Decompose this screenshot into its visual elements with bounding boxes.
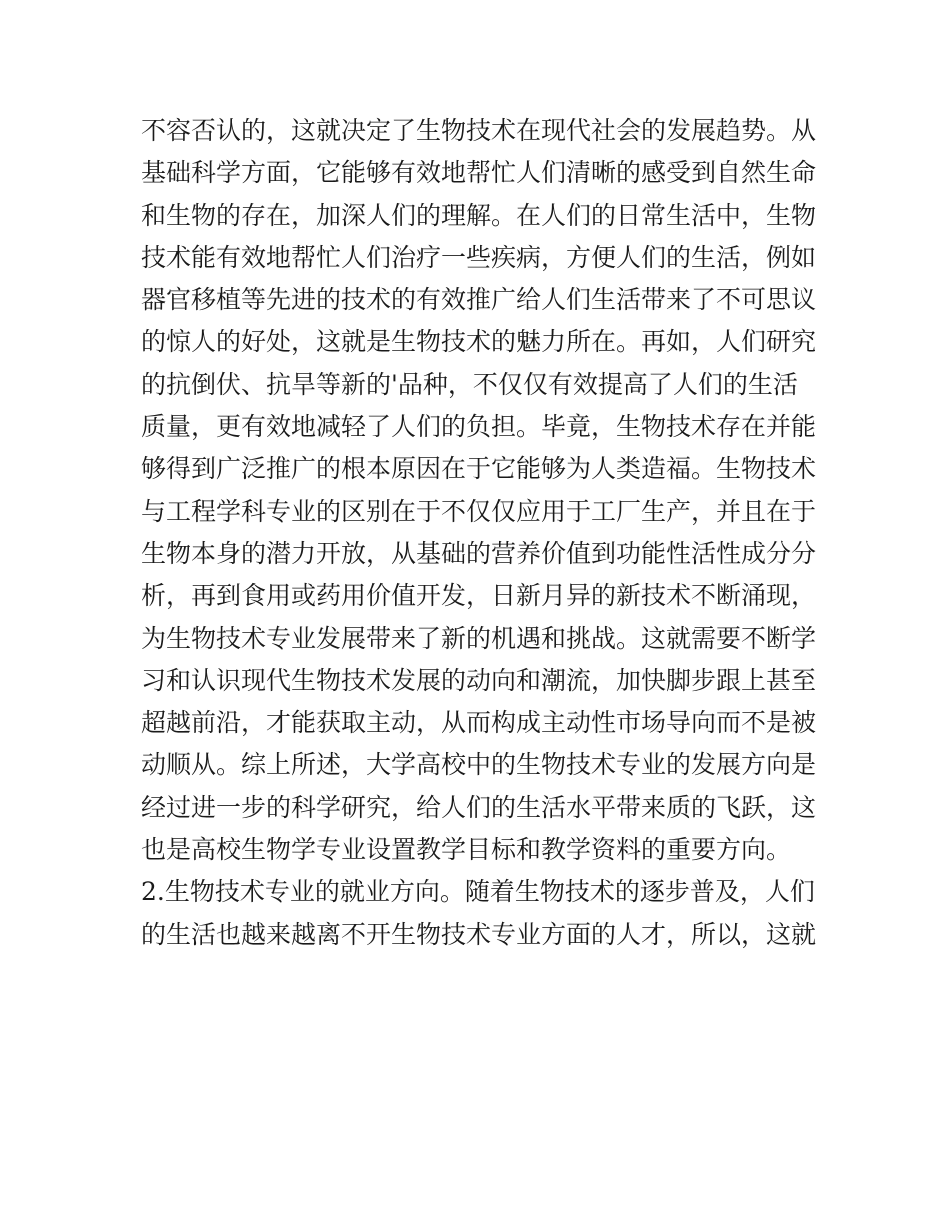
text-line-13: 为生物技术专业发展带来了新的机遇和挑战。这就需要不断学 <box>141 623 817 653</box>
text-line-20: 的生活也越来越离不开生物技术专业方面的人才，所以，这就 <box>141 919 817 949</box>
text-line-4: 技术能有效地帮忙人们治疗一些疾病，方便人们的生活，例如 <box>141 242 817 272</box>
text-line-6: 的惊人的好处，这就是生物技术的魅力所在。再如，人们研究 <box>141 327 817 357</box>
text-line-15: 超越前沿，才能获取主动，从而构成主动性市场导向而不是被 <box>141 708 817 738</box>
text-line-17: 经过进一步的科学研究，给人们的生活水平带来质的飞跃，这 <box>141 792 817 822</box>
text-line-16: 动顺从。综上所述，大学高校中的生物技术专业的发展方向是 <box>141 750 817 780</box>
text-line-2: 基础科学方面，它能够有效地帮忙人们清晰的感受到自然生命 <box>141 158 817 188</box>
text-line-10: 与工程学科专业的区别在于不仅仅应用于工厂生产，并且在于 <box>141 496 817 526</box>
text-line-3: 和生物的存在，加深人们的理解。在人们的日常生活中，生物 <box>141 200 817 230</box>
section-heading-line: 2.生物技术专业的就业方向。随着生物技术的逐步普及，人们 <box>141 877 815 907</box>
text-line-5: 器官移植等先进的技术的有效推广给人们生活带来了不可思议 <box>141 285 817 315</box>
text-line-9: 够得到广泛推广的根本原因在于它能够为人类造福。生物技术 <box>141 454 817 484</box>
body-text <box>141 110 821 956</box>
text-line-1: 不容否认的，这就决定了生物技术在现代社会的发展趋势。从 <box>141 116 817 145</box>
text-line-11: 生物本身的潜力开放，从基础的营养价值到功能性活性成分分 <box>141 538 817 568</box>
text-line-7: 的抗倒伏、抗旱等新的'品种，不仅仅有效提高了人们的生活 <box>141 369 798 399</box>
text-line-14: 习和认识现代生物技术发展的动向和潮流，加快脚步跟上甚至 <box>141 665 817 695</box>
text-line-12: 析，再到食用或药用价值开发，日新月异的新技术不断涌现， <box>141 581 817 611</box>
text-line-18: 也是高校生物学专业设置教学目标和教学资料的重要方向。 <box>141 835 792 865</box>
text-line-8: 质量，更有效地减轻了人们的负担。毕竟，生物技术存在并能 <box>141 412 817 442</box>
